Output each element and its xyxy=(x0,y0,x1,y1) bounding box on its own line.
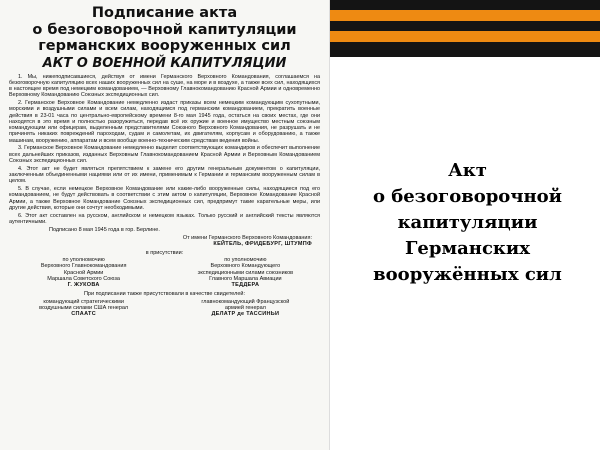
left-signatory-line-1: по уполномочию xyxy=(62,257,105,263)
right-signatory-line-3: экспедиционными силами союзников xyxy=(197,269,294,276)
left-witness xyxy=(9,299,158,318)
right-signatory-line-2: Верховного Командующего xyxy=(210,263,281,270)
document-body xyxy=(9,74,320,226)
left-signatory xyxy=(9,257,158,288)
paragraph-6: 6. Этот акт составлен на русском, английском и немецком языках. Только русский и английский тексты являются аутентичными. xyxy=(9,212,320,225)
right-witness-name: ДЕЛАТР де ТАССИНЬИ xyxy=(211,311,280,318)
caption-line-5: вооружённых сил xyxy=(373,264,562,285)
paragraph-4: 4. Этот акт не будет являться препятствием к замене его другим генеральным документом о капитуляции, заключенным объединенными нациями или от их имени, применимым к Германии и германским вооруженным силам в целом. xyxy=(9,165,320,185)
right-signatory-name: ТЕДДЕРА xyxy=(231,282,260,289)
header-line-1: Подписание акта xyxy=(91,5,238,21)
presence-label: в присутствии: xyxy=(145,249,184,256)
left-signatory-line-3: Красной Армии xyxy=(63,269,104,276)
caption-line-3: капитуляции xyxy=(397,212,538,233)
german-side-label: От имени Германского Верховного Командования: xyxy=(182,235,312,242)
right-signatory-line-1: по уполномочию xyxy=(224,257,267,263)
right-witness-line-2: армией генерал xyxy=(224,305,266,312)
document-header xyxy=(9,5,320,71)
signatories xyxy=(9,257,320,288)
caption-line-1: Акт xyxy=(448,160,487,181)
signed-line: Подписано 8 мая 1945 года в гор. Берлине. xyxy=(49,226,160,233)
caption-line-2: о безоговорочной xyxy=(372,186,563,207)
paragraph-3: 3. Германское Верховное Командование немедленно выделит соответствующих командиров и обеспечит выполнение всех дальнейших приказов, изданных Верховным Главнокомандованием Красной Армии и Верховным Командованием Союзных экспедиционных сил. xyxy=(9,145,320,164)
paragraph-2: 2. Германское Верховное Командование немедленно издаст приказы всем немецким командующим сухопутными, морскими и воздушными силами и всем силам, находящимся под германским командованием, прекратить военные действия в 23-01 часа по центрально-европейскому времени 8-го мая 1945 года, остаться на своих местах, где они находятся в это время и полностью разоружиться, передав всё их оружие и военное имущество местным союзным командующим или офицерам, выделенным представителями Союзного Верховного Командования, не разрушать и не причинять никаких повреждений пароходам, судам и самолетам, их двигателям, корпусам и оборудованию, а также машинам, вооружению, аппаратам и всем вообще военно-техническим средствам ведения войны. xyxy=(9,100,320,144)
right-witness xyxy=(171,299,320,318)
right-witness-line-1: главнокомандующий Французской xyxy=(201,298,290,305)
document-subtitle: АКТ О ВОЕННОЙ КАПИТУЛЯЦИИ xyxy=(42,55,287,71)
paragraph-1: 1. Мы, нижеподписавшиеся, действуя от имени Германского Верховного Командования, соглашаемся на безоговорочную капитуляцию всех наших вооруженных сил на суше, на море и в воздухе, а также всех сил, находящихся в настоящее время под немецким командованием, — Верховному Главнокомандованию Красной Армии и одновременно Верховному Командованию Союзных экспедиционных сил. xyxy=(9,73,320,99)
left-signatory-name: Г. ЖУКОВА xyxy=(67,282,100,289)
left-witness-name: СПААТС xyxy=(71,311,96,318)
right-signatory-line-4: Главного Маршала Авиации xyxy=(209,275,282,282)
witnesses-label: При подписании также присутствовали в качестве свидетелей: xyxy=(83,291,246,298)
header-line-3: германских вооруженных сил xyxy=(38,38,291,54)
header-line-2: о безоговорочной капитуляции xyxy=(32,21,297,38)
german-side xyxy=(9,235,320,248)
left-witness-line-1: командующий стратегическими xyxy=(43,298,124,305)
st-george-ribbon xyxy=(330,0,600,57)
left-witness-line-2: воздушными силами США генерал xyxy=(39,305,129,312)
right-signatory xyxy=(171,257,320,288)
left-signatory-line-4: Маршала Советского Союза xyxy=(47,275,120,282)
left-signatory-line-2: Верховного Главнокомандования xyxy=(40,263,127,270)
witnesses xyxy=(9,299,320,318)
german-side-names: КЕЙТЕЛЬ, ФРИДЕБУРГ, ШТУМПФ xyxy=(213,241,312,248)
paragraph-5: 5. В случае, если немецкое Верховное Командование или какие-либо вооруженные силы, находящиеся под его командованием, не будут действовать в соответствии с этим актом о капитуляции, Верховное Командование Красной Армии, а также Верховное Командование Союзных экспедиционных сил, предпримут такие карательные меры, или другие действия, которые они сочтут необходимыми. xyxy=(9,186,320,211)
caption xyxy=(340,158,595,288)
caption-line-4: Германских xyxy=(405,238,530,259)
